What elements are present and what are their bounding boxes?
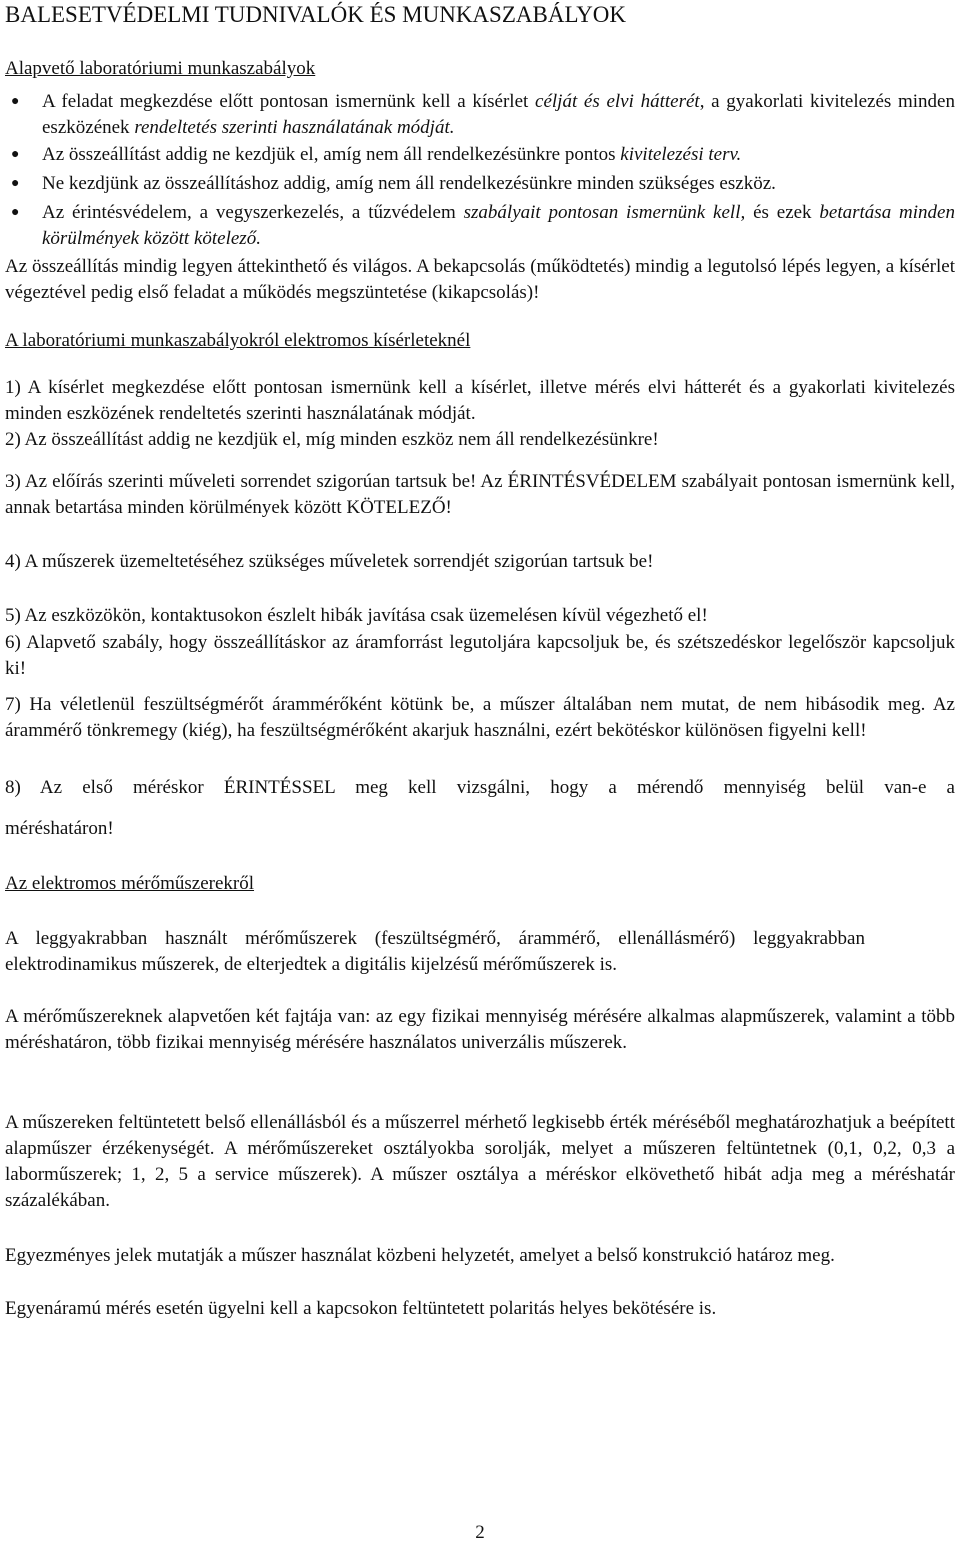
bullet-item: ● A feladat megkezdése előtt pontosan ismernünk kell a kísérlet célját és elvi hátterét, a gyakorlati kivitelezés minden eszközének rendeltetés szerinti használatának módját. bbox=[11, 91, 955, 138]
bullet-item: ● Ne kezdjünk az összeállításhoz addig, amíg nem áll rendelkezésünkre minden szükséges eszköz. bbox=[42, 171, 955, 197]
rule-item-3: 3) Az előírás szerinti műveleti sorrendet szigorúan tartsuk be! Az ÉRINTÉSVÉDELEM szabályait pontosan ismernünk kell, annak betartása minden körülmények között KÖTELEZŐ! bbox=[5, 471, 955, 518]
rule-item-8: 8) Az első méréskor ÉRINTÉSSEL meg kell vizsgálni, hogy a mérendő mennyiség belül van-e a bbox=[5, 777, 955, 798]
paragraph: A műszereken feltüntetett belső ellenállásból és a műszerrel mérhető legkisebb érték méréséből meghatározhatjuk a beépített alapműszer érzékenységét. A mérőműszereket osztályokba sorolják, melyet a műszeren feltüntetnek (0,1, 0,2, 0,3 a laborműszerek; 1, 2, 5 a service műszerek). A műszer osztálya a méréskor elkövethető hibát adja meg a méréshatár százalékában. bbox=[5, 1112, 955, 1211]
rule-item-1: 1) A kísérlet megkezdése előtt pontosan ismernünk kell a kísérlet, illetve mérés elvi hátterét és a gyakorlati kivitelezés minden eszközének rendeltetés szerinti használatának módját. bbox=[5, 377, 955, 424]
bullet-icon: ● bbox=[11, 205, 20, 220]
bullet-item: ● Az összeállítást addig ne kezdjük el, amíg nem áll rendelkezésünkre pontos kivitelezési terv. bbox=[42, 142, 955, 168]
section-heading-electrical-rules: A laboratóriumi munkaszabályokról elektromos kísérleteknél bbox=[5, 330, 471, 351]
section-heading-instruments: Az elektromos mérőműszerekről bbox=[5, 873, 255, 894]
rule-item-6: 6) Alapvető szabály, hogy összeállításkor az áramforrást legutoljára kapcsoljuk be, és szétszedéskor legelőször kapcsoljuk ki! bbox=[5, 632, 955, 679]
bullet-item: ● Az érintésvédelem, a vegyszerkezelés, a tűzvédelem szabályait pontosan ismernünk kell, és ezek betartása minden körülmények között kötelező. bbox=[11, 202, 955, 249]
bullet-icon: ● bbox=[11, 176, 20, 191]
paragraph: A leggyakrabban használt mérőműszerek (feszültségmérő, árammérő, ellenállásmérő) leggyakrabban elektrodinamikus műszerek, de elterjedtek a digitális kijelzésű mérőműszerek is. bbox=[5, 928, 865, 975]
paragraph: Az összeállítás mindig legyen áttekinthető és világos. A bekapcsolás (működtetés) mindig a legutolsó lépés legyen, a kísérlet végeztével pedig első feladat a működés megszüntetése (kikapcsolás)! bbox=[5, 256, 955, 303]
rule-item-7: 7) Ha véletlenül feszültségmérőt árammérőként kötünk be, a műszer általában nem mutat, de nem hibásodik meg. Az árammérő tönkremegy (kiég), ha feszültségmérőként akarjuk használni, ezért bekötéskor különösen figyelni kell! bbox=[5, 694, 955, 741]
rule-item-2: 2) Az összeállítást addig ne kezdjük el, míg minden eszköz nem áll rendelkezésünkre! bbox=[5, 429, 659, 450]
paragraph: Egyenáramú mérés esetén ügyelni kell a kapcsokon feltüntetett polaritás helyes bekötésére is. bbox=[5, 1298, 717, 1319]
bullet-icon: ● bbox=[11, 147, 20, 162]
bullet-icon: ● bbox=[11, 94, 20, 109]
rule-item-4: 4) A műszerek üzemeltetéséhez szükséges műveletek sorrendjét szigorúan tartsuk be! bbox=[5, 551, 654, 572]
section-heading-basic-rules: Alapvető laboratóriumi munkaszabályok bbox=[5, 58, 316, 79]
paragraph: A mérőműszereknek alapvetően két fajtája van: az egy fizikai mennyiség mérésére alkalmas alapműszerek, valamint a több méréshatáron, több fizikai mennyiség mérésére használatos univerzális műszerek. bbox=[5, 1006, 955, 1053]
rule-item-8-continuation: méréshatáron! bbox=[5, 818, 114, 839]
paragraph: Egyezményes jelek mutatják a műszer használat közbeni helyzetét, amelyet a belső konstrukció határoz meg. bbox=[5, 1245, 835, 1266]
rule-item-5: 5) Az eszközökön, kontaktusokon észlelt hibák javítása csak üzemelésen kívül végezhető el! bbox=[5, 605, 708, 626]
document-title: BALESETVÉDELMI TUDNIVALÓK ÉS MUNKASZABÁLYOK bbox=[5, 2, 627, 27]
page-number: 2 bbox=[475, 1522, 485, 1543]
